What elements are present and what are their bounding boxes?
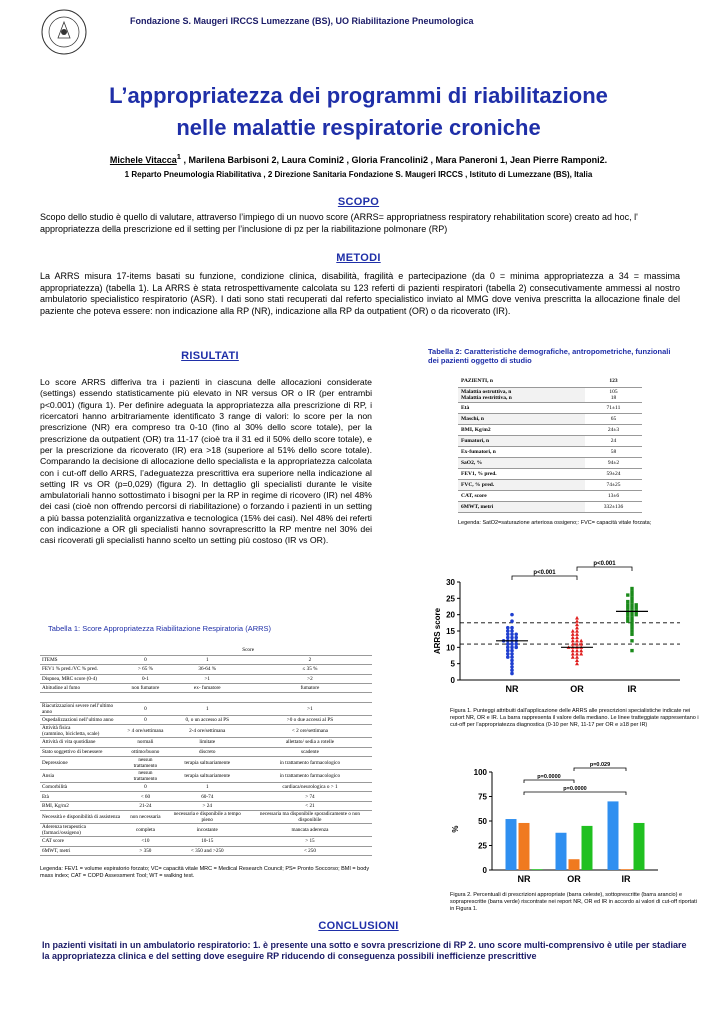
table1-row xyxy=(40,770,372,783)
table1-score-cell: nessun trattamento xyxy=(124,757,166,770)
header-institution: Fondazione S. Maugeri IRCCS Lumezzane (BS), UO Riabilitazione Pneumologica xyxy=(130,16,474,26)
table1-row xyxy=(40,684,372,693)
table1-score-cell: cardiaca/neurologica o > 1 xyxy=(248,783,372,792)
fig1-point-nr xyxy=(510,652,514,656)
table2-label-cell: BMI, Kg/m2 xyxy=(458,424,585,435)
fig1-point-ir xyxy=(630,626,633,629)
fig1-point-ir xyxy=(630,629,633,632)
table1-item-cell: Depressione xyxy=(40,757,124,770)
table2-label-cell: 6MWT, metri xyxy=(458,501,585,512)
table1-row xyxy=(40,846,372,855)
table2-value-cell: 13±6 xyxy=(585,490,642,501)
table2-label-cell: FVC, % pred. xyxy=(458,479,585,490)
fig1-point-or xyxy=(571,629,575,633)
table1-score-cell: 0, o un accesso al PS xyxy=(167,715,248,724)
fig1-point-or xyxy=(579,649,583,653)
first-author: Michele Vitacca xyxy=(109,155,177,165)
table2-header-row xyxy=(458,376,642,387)
table2-header-cell: 123 xyxy=(585,376,642,387)
table1-item-cell: Attività fisica (cammino, bicicletta, scale) xyxy=(40,725,124,738)
fig2-significance-bracket xyxy=(524,780,574,783)
table1-score-cell: 0 xyxy=(124,715,166,724)
table1-score-cell: 36-64 % xyxy=(167,665,248,674)
fig2-p-value: p=0.0000 xyxy=(563,786,587,792)
fig1-point-nr xyxy=(506,629,510,633)
fig2-y-label: % xyxy=(451,825,460,833)
table2-value-cell: 71±11 xyxy=(585,402,642,413)
fig1-point-or xyxy=(575,639,579,643)
table1-score-cell: > 15 xyxy=(248,837,372,846)
table2-label-cell: Malattia ostruttiva, n Malattia restrittiva, n xyxy=(458,387,585,402)
fig1-point-nr xyxy=(510,655,514,659)
table1-item-cell: Abitudine al fumo xyxy=(40,684,124,693)
fig1-point-or xyxy=(575,616,579,620)
table1-score-cell: allettato/ sedia a rotelle xyxy=(248,738,372,747)
table1-score-cell: in trattamento farmacologico xyxy=(248,757,372,770)
table2-value-cell: 74±25 xyxy=(585,479,642,490)
fig1-point-nr xyxy=(510,662,514,666)
table1-score-cell: 10-15 xyxy=(167,837,248,846)
fig1-point-ir xyxy=(630,649,633,652)
table1-score-cell xyxy=(124,693,166,702)
table1-row xyxy=(40,783,372,792)
table2-row xyxy=(458,387,642,402)
table1-item-cell: Dispnea, MRC score (0-4) xyxy=(40,674,124,683)
fig1-point-ir xyxy=(630,590,633,593)
fig1-y-label: ARRS score xyxy=(433,607,442,655)
fig1-point-nr xyxy=(510,629,514,633)
table1-row xyxy=(40,824,372,837)
fig1-point-ir xyxy=(626,603,629,606)
table1-row xyxy=(40,715,372,724)
table1-header-cell: 0 xyxy=(124,655,166,664)
table2-value-cell: 94±2 xyxy=(585,457,642,468)
fig2-p-value: p=0.0000 xyxy=(537,774,561,780)
fig1-point-or xyxy=(575,629,579,633)
table1-score-cell: incostante xyxy=(167,824,248,837)
figure1-caption: Figura 1. Punteggi attribuiti dall’applicazione delle ARRS alle prescrizioni specialistiche indicate nei report NR, OR e IR. La barra rappresenta il valore della mediano. Le linee tratteggiate rappresentano i cut-off per l’appropriatezza diagnostica (0-10 per NR, 11-17 per OR e ≥18 per IR) xyxy=(450,708,699,729)
fig1-point-or xyxy=(571,639,575,643)
fig2-bar xyxy=(556,833,567,870)
table1-item-cell: Stato soggettivo di benessere xyxy=(40,747,124,756)
fig1-point-nr xyxy=(510,632,514,636)
fig1-point-nr xyxy=(506,642,510,646)
table1-score-cell: nessun trattamento xyxy=(124,770,166,783)
table1-score-cell: limitate xyxy=(167,738,248,747)
fig2-category-label: NR xyxy=(517,874,531,884)
table1-item-cell: Età xyxy=(40,792,124,801)
fig1-point-or xyxy=(579,639,583,643)
table1-score-cell: >2 xyxy=(248,674,372,683)
table1-item-cell xyxy=(40,693,124,702)
fig2-bar xyxy=(634,823,645,870)
table1-score-cell: non fumatore xyxy=(124,684,166,693)
fig2-category-label: OR xyxy=(567,874,581,884)
fig1-point-nr xyxy=(506,652,510,656)
fig1-y-tick-label: 20 xyxy=(446,610,455,620)
fig1-point-nr xyxy=(506,626,510,630)
fig1-point-ir xyxy=(635,603,638,606)
fig1-point-nr xyxy=(514,632,518,636)
fig1-y-tick-label: 10 xyxy=(446,643,455,653)
table2-label-cell: Fumatori, n xyxy=(458,435,585,446)
table1-score-cell: scadente xyxy=(248,747,372,756)
fig1-y-tick-label: 0 xyxy=(450,676,455,685)
fig1-point-ir xyxy=(630,613,633,616)
table1-score-cell: > 4 ore/settimana xyxy=(124,725,166,738)
table1-row xyxy=(40,801,372,810)
fig1-p-value: p<0.001 xyxy=(593,561,616,567)
fig1-point-or xyxy=(575,632,579,636)
fig1-point-or xyxy=(571,655,575,659)
table1-score-cell: < 250 xyxy=(248,846,372,855)
table2-value-cell: 65 xyxy=(585,413,642,424)
table1-row xyxy=(40,738,372,747)
table2-row xyxy=(458,424,642,435)
table1-score-cell: 0-1 xyxy=(124,674,166,683)
table1-title: Tabella 1: Score Appropriatezza Riabilitazione Respiratoria (ARRS) xyxy=(48,624,272,633)
table2-label-cell: Ex-fumatori, n xyxy=(458,446,585,457)
fig2-bar xyxy=(519,823,530,870)
table1-score-cell: > 65 % xyxy=(124,665,166,674)
table2-label-cell: Età xyxy=(458,402,585,413)
table1-score-cell: > 24 xyxy=(167,801,248,810)
fig1-point-or xyxy=(579,652,583,656)
fig1-point-nr xyxy=(510,642,514,646)
other-authors: , Marilena Barbisoni 2, Laura Comini2 , Gloria Francolini2 , Mara Paneroni 1, Jean Pierre Ramponi2. xyxy=(180,155,608,165)
fig1-point-ir xyxy=(630,623,633,626)
table1-item-cell: BMI, Kg/m2 xyxy=(40,801,124,810)
metodi-heading: METODI xyxy=(336,252,381,264)
table1-row xyxy=(40,674,372,683)
table2-value-cell: 24±3 xyxy=(585,424,642,435)
fig1-point-or xyxy=(575,636,579,640)
fig1-y-tick-label: 15 xyxy=(446,627,455,636)
table1-score-cell: ≤ 35 % xyxy=(248,665,372,674)
table2-label-cell: Maschi, n xyxy=(458,413,585,424)
fig1-y-tick-label: 5 xyxy=(450,659,455,669)
scopo-text: Scopo dello studio è quello di valutare, attraverso l’impiego di un nuovo score (ARRS= appropriatness respiratory rehabilitation score) creato ad hoc, l' appropriatezza della prescrizione ed il setting per l’inclusione di pz per la riabilitazione polmonare (RP) xyxy=(40,212,638,234)
figure2-chart xyxy=(428,758,698,892)
fig2-y-tick-label: 25 xyxy=(478,841,487,851)
fig2-significance-bracket xyxy=(574,768,626,771)
fig1-point-ir xyxy=(630,587,633,590)
table2-row xyxy=(458,501,642,512)
fig1-significance-bracket xyxy=(512,576,577,580)
fig1-point-nr xyxy=(510,619,514,623)
fig1-point-or xyxy=(571,652,575,656)
table1-legend: Legenda: FEV1 = volume espiratorio forzato; VC= capacità vitale MRC = Medical Research Council; PS= Pronto Soccorso; BMI = body mass index; CAT = COPD Assessment Tool; WT = walking test. xyxy=(40,866,370,880)
table1-score-cell: in trattamento farmacologico xyxy=(248,770,372,783)
table1-score-cell: 1 xyxy=(167,783,248,792)
fig1-point-or xyxy=(575,649,579,653)
fig1-point-nr xyxy=(514,642,518,646)
table1-score-cell: discreto xyxy=(167,747,248,756)
page-title xyxy=(20,80,697,144)
fig1-point-or xyxy=(575,658,579,662)
fig1-point-or xyxy=(571,649,575,653)
table1-score-cell: 0 xyxy=(124,702,166,715)
table1-score-cell: 0 xyxy=(124,783,166,792)
fig1-point-nr xyxy=(506,646,510,650)
fig1-point-nr xyxy=(510,636,514,640)
table1-score-cell: < 21 xyxy=(248,801,372,810)
table1-score-cell: 1 xyxy=(167,702,248,715)
fig1-point-nr xyxy=(510,646,514,650)
fig1-point-ir xyxy=(626,620,629,623)
fig2-y-tick-label: 50 xyxy=(478,817,487,826)
fig1-significance-bracket xyxy=(577,567,632,571)
fig1-point-ir xyxy=(630,616,633,619)
fig1-point-ir xyxy=(630,633,633,636)
fig1-point-nr xyxy=(510,665,514,669)
table1-item-cell: Riacutizzazioni severe nell’ultimo anno xyxy=(40,702,124,715)
fig1-point-nr xyxy=(506,649,510,653)
table1-score-cell: >0 o due accessi al PS xyxy=(248,715,372,724)
table1-score-cell: < 2 ore/settimana xyxy=(248,725,372,738)
table2-label-cell: FEV1, % pred. xyxy=(458,468,585,479)
table1-score-cell: > 350 xyxy=(124,846,166,855)
table1-item-cell: CAT score xyxy=(40,837,124,846)
risultati-heading: RISULTATI xyxy=(181,350,239,362)
table1-score-cell: ottimo/buono xyxy=(124,747,166,756)
table1-score-cell: 21-24 xyxy=(124,801,166,810)
scopo-heading: SCOPO xyxy=(337,196,380,208)
title-line-2: nelle malattie respiratorie croniche xyxy=(176,114,541,140)
table1-item-cell: Ospedalizzazioni nell’ultimo anno xyxy=(40,715,124,724)
fig2-y-tick-label: 75 xyxy=(478,792,487,802)
fig1-point-nr xyxy=(510,668,514,672)
table1-item-cell: 6MWT, metri xyxy=(40,846,124,855)
table1-header-row xyxy=(40,655,372,664)
table1-score-cell: < 60 xyxy=(124,792,166,801)
conclusioni-heading: CONCLUSIONI xyxy=(318,920,399,932)
fig1-point-nr xyxy=(514,646,518,650)
table1-empty-cell xyxy=(40,646,124,655)
fig1-p-value: p<0.001 xyxy=(533,570,556,576)
table1-item-cell: Necessità e disponibilità di assistenza xyxy=(40,811,124,824)
conclusioni-text: In pazienti visitati in un ambulatorio respiratorio: 1. è presente una sotto e sovra prescrizione di RP 2. uno score multi-comprensivo è utile per stadiare la appropriatezza clinica e del setting dove eseguire RP riducendo di conseguenza possibili inefficienze prescrittive xyxy=(42,940,687,962)
table2-legend: Legenda: SatO2=saturazione arteriosa ossigeno;: FVC= capacità vitale forzata; xyxy=(458,520,652,526)
table1-score-cell: non necessaria xyxy=(124,811,166,824)
fig1-y-tick-label: 30 xyxy=(446,578,455,587)
table2-row xyxy=(458,479,642,490)
fig1-point-nr xyxy=(510,659,514,663)
fig2-bar xyxy=(608,801,619,870)
table2-value-cell: 59±24 xyxy=(585,468,642,479)
table1-row xyxy=(40,665,372,674)
title-line-1: L’appropriatezza dei programmi di riabilitazione xyxy=(109,83,608,108)
fig1-point-or xyxy=(575,626,579,630)
fig2-y-tick-label: 100 xyxy=(473,768,487,777)
fig1-point-or xyxy=(575,662,579,666)
fig1-category-label: NR xyxy=(505,684,519,694)
table1-row xyxy=(40,725,372,738)
fig1-point-or xyxy=(571,632,575,636)
table2-row xyxy=(458,402,642,413)
table2-row xyxy=(458,413,642,424)
fig1-point-ir xyxy=(630,603,633,606)
fig2-y-tick-label: 0 xyxy=(482,866,487,875)
fig1-point-ir xyxy=(626,593,629,596)
table1-header-cell: 1 xyxy=(167,655,248,664)
foundation-logo xyxy=(40,8,88,56)
table1-score-header: Score xyxy=(124,646,372,655)
fig2-bar xyxy=(569,859,580,870)
table1-item-cell: FEV1 % pred./VC % pred. xyxy=(40,665,124,674)
fig1-point-ir xyxy=(626,600,629,603)
fig1-point-or xyxy=(571,636,575,640)
fig1-point-nr xyxy=(510,649,514,653)
table1-score-cell: >1 xyxy=(248,702,372,715)
fig2-bar xyxy=(582,826,593,870)
figure2-caption: Figura 2. Percentuali di prescrizioni appropriate (barra celeste), sottoprescritte (barra arancio) e sopraprescritte (barra verde) riscontrate nei report NR, OR ed IR in accordo ai valori di cut-off riportati in Figura 1. xyxy=(450,892,697,913)
table1-score-cell: completa xyxy=(124,824,166,837)
fig1-y-tick-label: 25 xyxy=(446,594,455,604)
figure1-chart xyxy=(428,558,698,704)
table1-score-cell: > 74 xyxy=(248,792,372,801)
table1-score-cell: terapia saltuariamente xyxy=(167,757,248,770)
table2-row xyxy=(458,468,642,479)
table1-score-row xyxy=(40,646,372,655)
table2-row xyxy=(458,457,642,468)
fig1-point-ir xyxy=(630,600,633,603)
table1-score-cell: 60-74 xyxy=(167,792,248,801)
fig1-point-nr xyxy=(506,632,510,636)
fig1-point-or xyxy=(575,655,579,659)
affiliations: 1 Reparto Pneumologia Riabilitativa , 2 Direzione Sanitaria Fondazione S. Maugeri IRCCS , Istituto di Lumezzane (BS), Italia xyxy=(124,170,593,179)
table1-score-cell xyxy=(167,693,248,702)
fig2-significance-bracket xyxy=(524,792,626,795)
fig1-point-nr xyxy=(510,613,514,617)
table2-label-cell: CAT, score xyxy=(458,490,585,501)
table2-header-cell: PAZIENTI, n xyxy=(458,376,585,387)
table1 xyxy=(40,646,372,856)
fig1-point-ir xyxy=(635,606,638,609)
table1-score-cell: necessaria ma disponibile sporadicamente o non disponibile xyxy=(248,811,372,824)
table2-title: Tabella 2: Caratteristiche demografiche, antropometriche, funzionali dei pazienti oggetto di studio xyxy=(428,347,671,365)
fig1-point-ir xyxy=(630,620,633,623)
table2-label-cell: SaO2, % xyxy=(458,457,585,468)
table2 xyxy=(458,376,642,513)
fig1-point-or xyxy=(575,619,579,623)
metodi-text: La ARRS misura 17-items basati su funzione, condizione clinica, disabilità, fragilità e partecipazione (da 0 = minima appropriatezza a 34 = massima appropriatezza) (tabella 1). La ARRS è stata retrospettivamente calcolata su 123 referti di pazienti respiratori (tabella 2) consecutivamente ammessi al nostro ambulatorio specialistico respiratorio (ASR). I dati sono stati recuperati dal referto specialistico inviato al MMG dove veniva prescritta la allocazione finale del paziente che poteva essere: non indicazione alla RP (NR), indicazione alla RP da outpatient (OR) o da ricoverato (IR). xyxy=(40,271,680,317)
fig1-category-label: IR xyxy=(627,684,637,694)
fig1-point-ir xyxy=(630,593,633,596)
table2-value-cell: 24 xyxy=(585,435,642,446)
table1-row xyxy=(40,811,372,824)
table2-row xyxy=(458,490,642,501)
table2-value-cell: 332±136 xyxy=(585,501,642,512)
fig1-point-nr xyxy=(514,636,518,640)
fig1-category-label: OR xyxy=(570,684,584,694)
table1-score-cell xyxy=(248,693,372,702)
table1-item-cell: Attività di vita quotidiane xyxy=(40,738,124,747)
table1-row xyxy=(40,757,372,770)
fig1-point-ir xyxy=(626,616,629,619)
table1-score-cell: normali xyxy=(124,738,166,747)
table1-score-cell: fumatore xyxy=(248,684,372,693)
table1-score-cell: ex- fumatore xyxy=(167,684,248,693)
table2-value-cell: 58 xyxy=(585,446,642,457)
fig2-category-label: IR xyxy=(621,874,631,884)
fig1-point-ir xyxy=(626,606,629,609)
table1-row xyxy=(40,747,372,756)
fig1-point-nr xyxy=(506,655,510,659)
fig1-point-ir xyxy=(626,613,629,616)
fig1-point-ir xyxy=(635,613,638,616)
table1-item-cell: Aderenza terapeutica (farmaci/ossigeno) xyxy=(40,824,124,837)
table1-score-cell: mancata aderenza xyxy=(248,824,372,837)
fig1-point-ir xyxy=(630,639,633,642)
fig2-bar xyxy=(532,869,543,870)
fig1-point-ir xyxy=(630,606,633,609)
fig1-point-nr xyxy=(510,672,514,676)
table1-row xyxy=(40,792,372,801)
fig1-point-nr xyxy=(510,626,514,630)
fig2-bar xyxy=(506,819,517,870)
table1-score-cell: >1 xyxy=(167,674,248,683)
authors xyxy=(20,152,697,165)
risultati-text: Lo score ARRS differiva tra i pazienti in ciascuna delle allocazioni considerate (settings) essendo statisticamente più elevato in NR versus OR o IR (per entrambi p<0.001) (figura 1). Per definire adeguata la appropriatezza alla prescrizione di RP, i ricercatori hanno arbitrariamente identificato 3 range di valori: lo score per la non prescrizione (NR) era compreso tra 0-10 (fino al 30% dello score totale), per la prescrizione da outpatient (OR) tra 11-17 (cioè tra il 31 ed il 50% dello score totale), e per la prescrizione da ricoverato (IR) era >18 (superiore al 51% dello score totale). Comparando la decisione di allocazione dello specialista e la appropriatezza calcolata con i cut-off dello ARRS, l’adeguatezza prescrittiva era superiore nella indicazione al setting IR vs OR (p=0,029) (figura 2). In dettaglio gli specialisti durante le visite ambulatoriali hanno sottostimato i bisogni per la RP in regime di ricovero (IR) nel 48% dei casi (cioè non offrendo percorsi di riabilitazione) o forzando i pazienti in un setting a più bassa potenzialità organizzativa e tecnologica (15% dei casi). Nel 48% dei referti con indicazione a OR gli specialisti hanno sovraprescritto la RP mentre nel 30% dei casi ricoverati gli specialisti hanno scelto un setting più costoso (IR vs OR). xyxy=(40,377,372,546)
fig1-point-nr xyxy=(506,636,510,640)
table1-header-cell: ITEMS xyxy=(40,655,124,664)
fig2-bar xyxy=(621,869,632,870)
first-author-sup: 1 xyxy=(176,152,181,161)
table1-score-cell: 2-4 ore/settimana xyxy=(167,725,248,738)
table1-score-cell: < 350 and >250 xyxy=(167,846,248,855)
table1-header-cell: 2 xyxy=(248,655,372,664)
table1-score-cell: necessaria e disponibile a tempo pieno xyxy=(167,811,248,824)
table1-row xyxy=(40,693,372,702)
table2-row xyxy=(458,435,642,446)
table1-item-cell: Comorbilità xyxy=(40,783,124,792)
table1-score-cell: <10 xyxy=(124,837,166,846)
table1-item-cell: Ansia xyxy=(40,770,124,783)
table1-row xyxy=(40,837,372,846)
table1-score-cell: terapia saltuariamente xyxy=(167,770,248,783)
table2-value-cell: 105 18 xyxy=(585,387,642,402)
fig2-p-value: p=0.029 xyxy=(589,762,611,768)
fig1-point-or xyxy=(575,652,579,656)
table2-row xyxy=(458,446,642,457)
fig1-point-ir xyxy=(630,597,633,600)
table1-row xyxy=(40,702,372,715)
